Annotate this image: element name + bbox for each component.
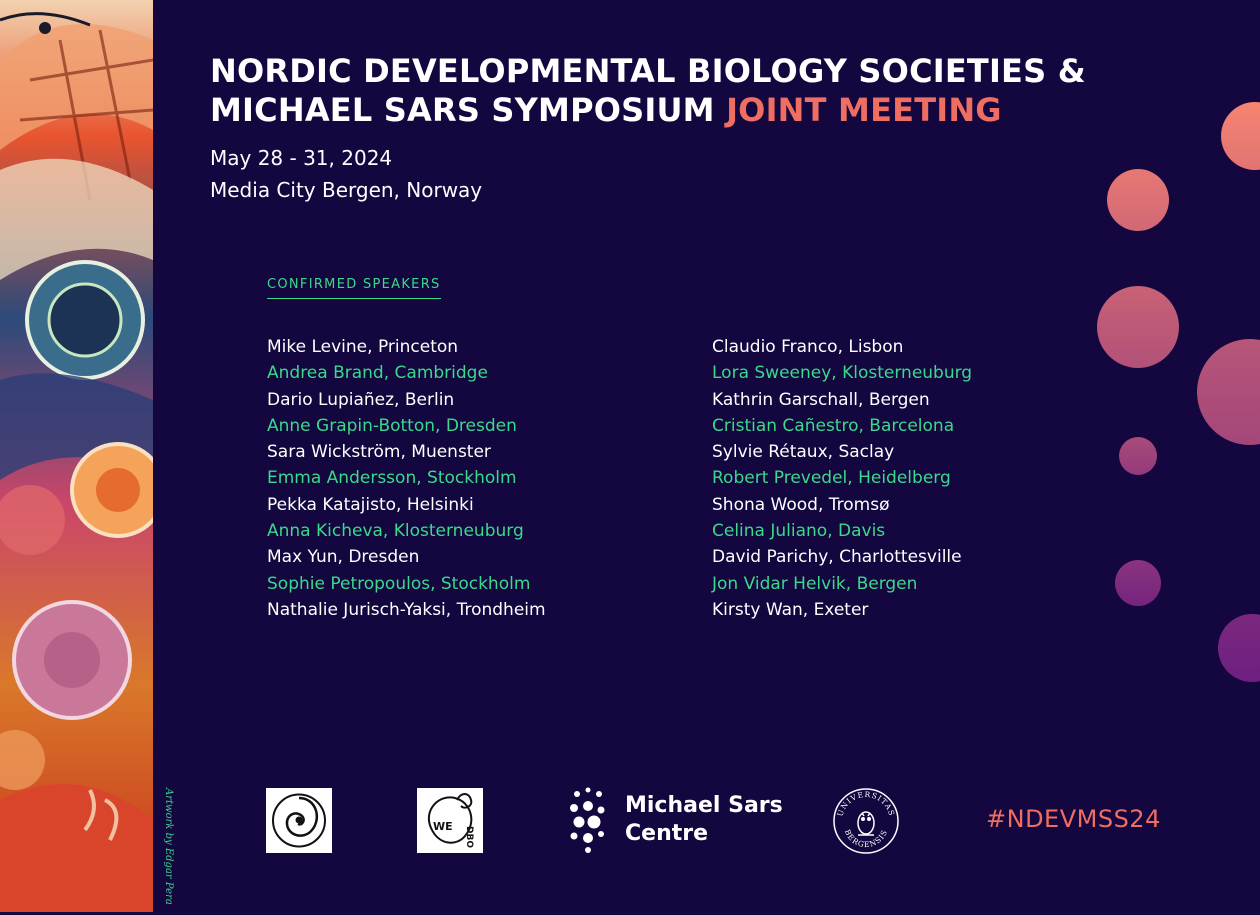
artwork-credit — [160, 788, 176, 905]
speaker-left-10: Sophie Petropoulos, Stockholm — [267, 573, 531, 594]
title-line-2-main: MICHAEL SARS SYMPOSIUM — [210, 91, 715, 129]
speaker-left-6: Emma Andersson, Stockholm — [267, 468, 517, 489]
speakers-list-left — [267, 334, 546, 623]
michael-sars-dots-icon — [568, 786, 610, 854]
decorative-dot-4 — [1197, 339, 1260, 445]
speaker-right-10: Jon Vidar Helvik, Bergen — [712, 573, 918, 594]
speaker-right-3: Kathrin Garschall, Bergen — [712, 389, 930, 410]
michael-sars-line-2: Centre — [625, 821, 709, 846]
speaker-right-2: Lora Sweeney, Klosterneuburg — [712, 363, 973, 384]
michael-sars-line-1: Michael Sars — [625, 793, 783, 818]
speaker-left-1: Mike Levine, Princeton — [267, 337, 459, 357]
artwork-painting — [0, 0, 153, 912]
page-title — [210, 52, 1170, 130]
speakers-list-right — [712, 334, 972, 623]
speaker-left-5: Sara Wickström, Muenster — [267, 442, 491, 463]
spiral-society-logo-icon — [266, 788, 332, 853]
title-line-2-highlight: JOINT MEETING — [726, 91, 1002, 129]
uib-seal-text-bottom: BERGENSIS — [842, 828, 890, 850]
painting-artwork-icon — [0, 0, 153, 912]
michael-sars-centre-name — [625, 792, 805, 848]
speaker-left-2: Andrea Brand, Cambridge — [267, 363, 488, 384]
speaker-right-8: Celina Juliano, Davis — [712, 521, 886, 542]
speaker-left-3: Dario Lupiañez, Berlin — [267, 389, 455, 410]
decorative-dot-6 — [1115, 560, 1161, 606]
spiral-society-logo — [266, 788, 332, 853]
speaker-right-11: Kirsty Wan, Exeter — [712, 599, 869, 620]
speaker-left-8: Anna Kicheva, Klosterneuburg — [267, 521, 524, 542]
speaker-right-9: David Parichy, Charlottesville — [712, 547, 962, 568]
speaker-right-7: Shona Wood, Tromsø — [712, 494, 890, 515]
decorative-dot-1 — [1221, 102, 1260, 170]
wedbo-society-logo — [417, 788, 483, 853]
universitas-bergensis-seal-icon — [832, 787, 900, 855]
speaker-left-9: Max Yun, Dresden — [267, 547, 420, 568]
speaker-left-11: Nathalie Jurisch-Yaksi, Trondheim — [267, 599, 546, 620]
decorative-dot-5 — [1119, 437, 1157, 475]
speaker-right-4: Cristian Cañestro, Barcelona — [712, 415, 955, 436]
title-line-1: NORDIC DEVELOPMENTAL BIOLOGY SOCIETIES & — [210, 52, 1086, 90]
uib-seal-text-top: UNIVERSITAS — [835, 789, 897, 818]
event-hashtag: #NDEVMSS24 — [986, 805, 1161, 833]
decorative-dot-3 — [1097, 286, 1179, 368]
speaker-left-7: Pekka Katajisto, Helsinki — [267, 494, 474, 515]
artwork-credit-text: Artwork by Edgar Pera — [163, 788, 174, 905]
wedbo-text-we: WE — [433, 820, 453, 833]
svg-text:UNIVERSITAS — [835, 790, 896, 818]
event-venue: Media City Bergen, Norway — [210, 178, 483, 202]
speaker-left-4: Anne Grapin-Botton, Dresden — [267, 415, 517, 436]
wedbo-text-dbo: DBO — [464, 826, 474, 848]
speaker-right-6: Robert Prevedel, Heidelberg — [712, 468, 951, 489]
decorative-dot-2 — [1107, 169, 1169, 231]
speaker-right-5: Sylvie Rétaux, Saclay — [712, 442, 895, 463]
svg-text:BERGENSIS — [843, 828, 890, 849]
wedbo-society-logo-icon — [417, 788, 483, 853]
event-date: May 28 - 31, 2024 — [210, 146, 393, 170]
speakers-heading: CONFIRMED SPEAKERS — [267, 277, 441, 299]
speaker-right-1: Claudio Franco, Lisbon — [712, 337, 904, 357]
decorative-dot-7 — [1218, 614, 1260, 682]
